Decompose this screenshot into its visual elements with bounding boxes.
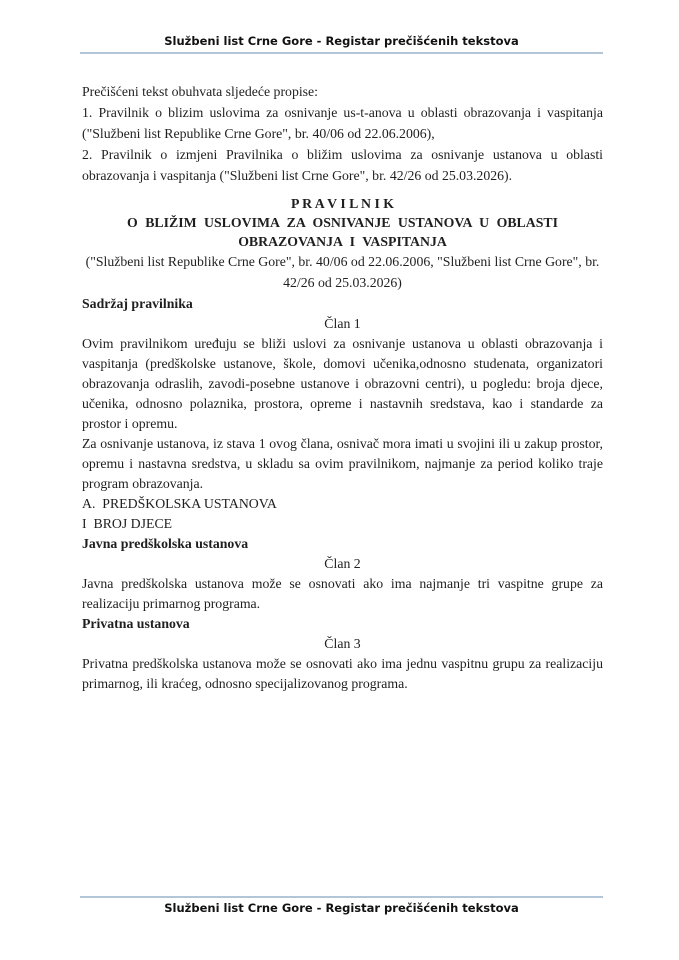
clan-2-label: Član 2 bbox=[324, 556, 361, 571]
clan-1-para-1: Ovim pravilnikom uređuju se bliži uslovi za osnivanje ustanova u oblasti obrazovanja i vaspitanja (predškolske ustanove, škole, domovi učenika,odnosno studenata, organizatori obrazovanja odraslih, zavodi-posebne ustanove i obrazovni centri), u pogledu: broja djece, učenika, odnosno polaznika, prostora, opreme i nastavnih sredstava, kao i standarde za prostor i opremu. bbox=[82, 336, 603, 431]
javna-heading: Javna predškolska ustanova bbox=[82, 536, 249, 551]
header-title: Službeni list Crne Gore - Registar prečišćenih tekstova bbox=[164, 34, 519, 48]
title-citation: ("Službeni list Republike Crne Gore", br. 40/06 od 22.06.2006, "Službeni list Crne Gore", br. 42/26 od 25.03.2026) bbox=[85, 254, 600, 290]
clan-2-para: Javna predškolska ustanova može se osnovati ako ima najmanje tri vaspitne grupe za realizaciju primarnog programa. bbox=[82, 576, 603, 611]
intro-lead: Prečišćeni tekst obuhvata sljedeće propise: bbox=[82, 84, 319, 99]
intro-item-2: 2. Pravilnik o izmjeni Pravilnika o bližim uslovima za osnivanje ustanova u oblasti obrazovanja i vaspitanja ("Službeni list Crne Gore", br. 42/26 od 25.03.2026). bbox=[82, 147, 603, 183]
intro-item-1: 1. Pravilnik o blizim uslovima za osnivanje us-t-anova u oblasti obrazovanja i vaspitanja ("Službeni list Republike Crne Gore", br. 40/06 od 22.06.2006), bbox=[82, 105, 603, 141]
document-title-line-2: O BLIŽIM USLOVIMA ZA OSNIVANJE USTANOVA U OBLASTI bbox=[127, 215, 558, 230]
page-header bbox=[80, 34, 603, 54]
clan-1-para-2: Za osnivanje ustanova, iz stava 1 ovog člana, osnivač mora imati u svojini ili u zakup prostor, opremu i nastavna sredstva, u skladu sa ovim pravilnikom, najmanje za period koliko traje program obrazovanja. bbox=[82, 436, 603, 491]
page-footer bbox=[80, 896, 603, 915]
document-content bbox=[82, 81, 603, 694]
section-heading-broj-djece: I BROJ DJECE bbox=[82, 516, 173, 531]
privatna-heading: Privatna ustanova bbox=[82, 616, 190, 631]
document-title-line-3: OBRAZOVANJA I VASPITANJA bbox=[238, 234, 447, 249]
document-title-line-1: P R A V I L N I K bbox=[290, 196, 394, 211]
clan-3-label: Član 3 bbox=[324, 636, 361, 651]
document-title bbox=[82, 194, 603, 251]
toc-heading: Sadržaj pravilnika bbox=[82, 296, 193, 311]
footer-title: Službeni list Crne Gore - Registar prečišćenih tekstova bbox=[164, 901, 519, 915]
clan-3-para: Privatna predškolska ustanova može se osnovati ako ima jednu vaspitnu grupu za realizaciju primarnog, ili kraćeg, odnosno specijalizovanog programa. bbox=[82, 656, 603, 691]
clan-1-label: Član 1 bbox=[324, 316, 361, 331]
clan-1-section-a: A. PREDŠKOLSKA USTANOVA bbox=[82, 496, 277, 511]
